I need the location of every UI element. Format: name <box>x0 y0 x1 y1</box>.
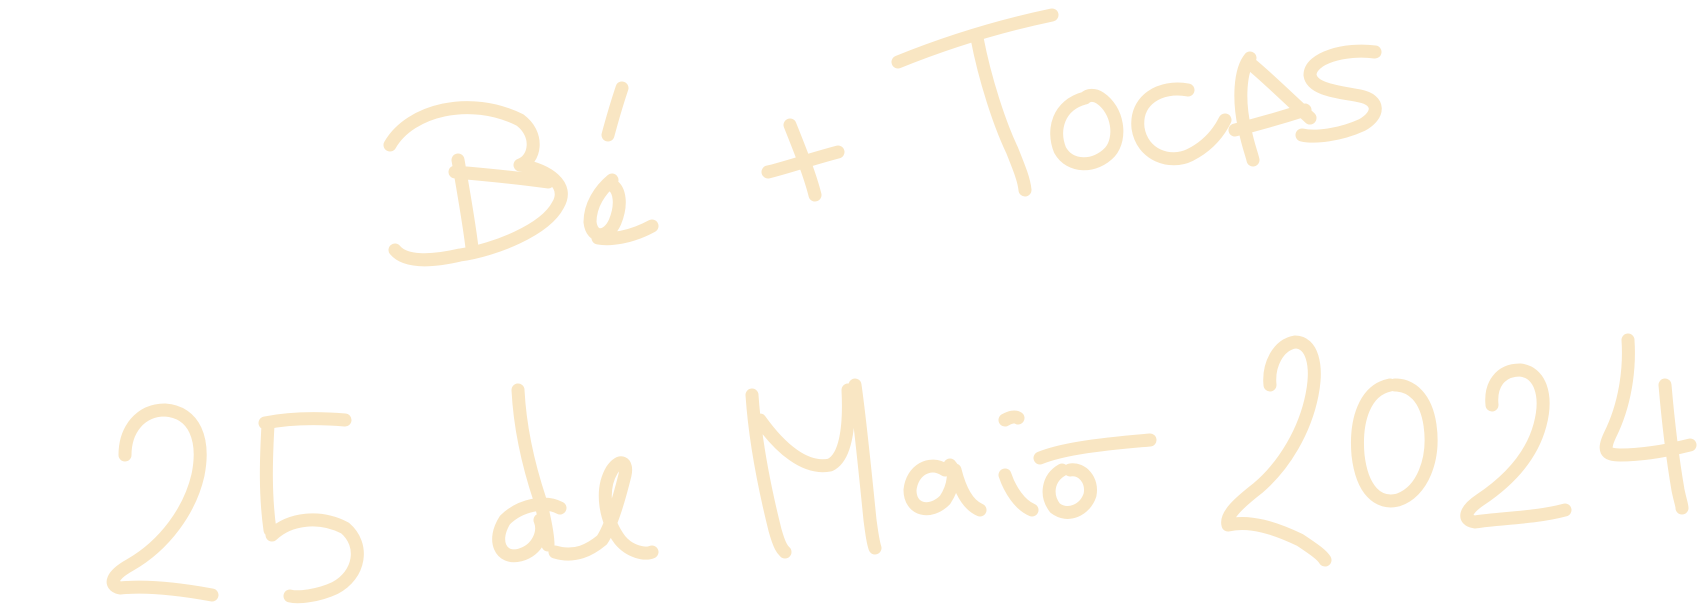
letter-e <box>555 463 652 554</box>
signature-line-1 <box>390 15 1375 260</box>
digit-2-second <box>1228 342 1325 560</box>
letter-a-second <box>910 465 980 510</box>
signature-line-2 <box>113 340 1690 597</box>
digit-5 <box>265 419 357 597</box>
digit-0 <box>1357 385 1431 501</box>
digit-2-first <box>113 410 212 595</box>
letter-a <box>1235 58 1310 160</box>
plus-sign <box>768 125 838 195</box>
letter-o-second <box>1040 440 1150 512</box>
letter-m <box>752 385 875 552</box>
letter-i <box>1005 417 1032 510</box>
letter-t <box>898 15 1052 190</box>
letter-c <box>1138 89 1225 159</box>
letter-e-acute <box>590 88 652 239</box>
digit-4 <box>1606 340 1690 508</box>
digit-2-third <box>1467 370 1565 522</box>
letter-b <box>390 108 561 260</box>
letter-o <box>1057 95 1117 163</box>
letter-d <box>499 390 560 556</box>
